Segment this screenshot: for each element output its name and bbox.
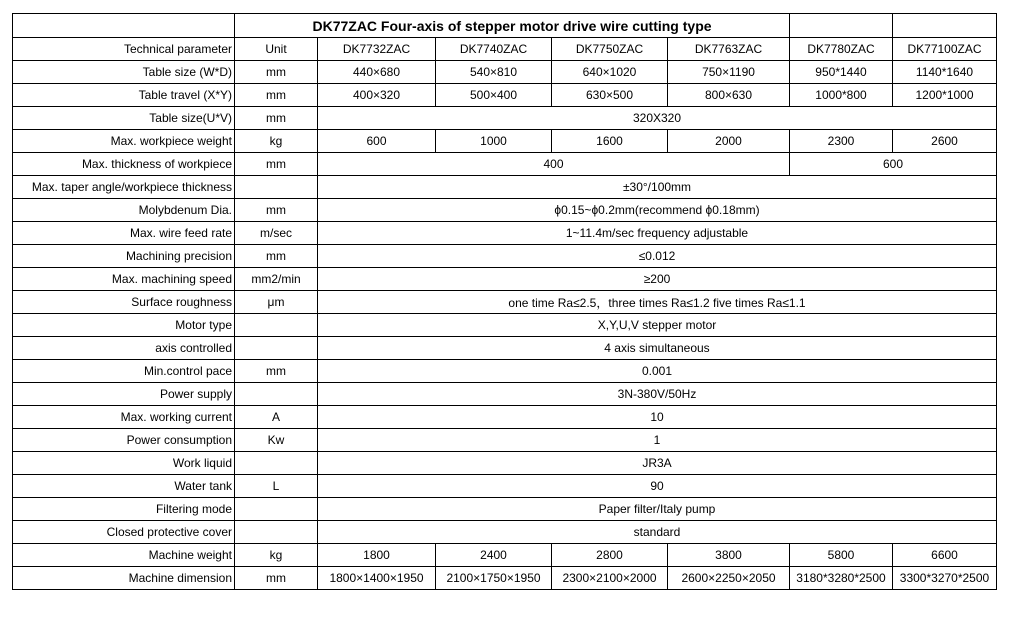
parameter-name: Filtering mode [13,498,235,521]
parameter-name: Max. machining speed [13,268,235,291]
value-cell: 1000 [436,130,552,153]
value-cell: 3N-380V/50Hz [318,383,997,406]
table-row [13,567,997,590]
parameter-name: Motor type [13,314,235,337]
value-cell: 1800 [318,544,436,567]
unit-cell [235,498,318,521]
parameter-name: Work liquid [13,452,235,475]
unit-cell: mm [235,245,318,268]
table-row [13,222,997,245]
title-spacer [13,14,235,38]
value-cell: ≤0.012 [318,245,997,268]
unit-cell: mm [235,567,318,590]
parameter-name: Machine weight [13,544,235,567]
parameter-name: Max. workpiece weight [13,130,235,153]
value-cell: 1800×1400×1950 [318,567,436,590]
unit-cell: mm [235,61,318,84]
value-cell: 640×1020 [552,61,668,84]
value-cell: 500×400 [436,84,552,107]
parameter-name: Max. working current [13,406,235,429]
value-cell: ≥200 [318,268,997,291]
table-row [13,291,997,314]
table-row [13,383,997,406]
parameter-name: Power consumption [13,429,235,452]
value-cell: 3180*3280*2500 [790,567,893,590]
unit-cell: m/sec [235,222,318,245]
header-cell: Unit [235,38,318,61]
value-cell: 950*1440 [790,61,893,84]
parameter-name: Closed protective cover [13,521,235,544]
value-cell: ϕ0.15~ϕ0.2mm(recommend ϕ0.18mm) [318,199,997,222]
parameter-name: Max. thickness of workpiece [13,153,235,176]
value-cell: 0.001 [318,360,997,383]
unit-cell [235,521,318,544]
header-cell: DK7763ZAC [668,38,790,61]
table-row [13,521,997,544]
header-cell: DK77100ZAC [893,38,997,61]
value-cell: 2400 [436,544,552,567]
header-cell: DK7732ZAC [318,38,436,61]
parameter-name: Machine dimension [13,567,235,590]
table-row [13,360,997,383]
table-row [13,452,997,475]
unit-cell: mm [235,107,318,130]
unit-cell: mm [235,199,318,222]
table-row [13,107,997,130]
table-row [13,498,997,521]
value-cell: 1 [318,429,997,452]
parameter-name: axis controlled [13,337,235,360]
title-empty-cell [893,14,997,38]
value-cell: 4 axis simultaneous [318,337,997,360]
value-cell: standard [318,521,997,544]
parameter-name: Table size(U*V) [13,107,235,130]
unit-cell [235,337,318,360]
value-cell: ±30°/100mm [318,176,997,199]
unit-cell: μm [235,291,318,314]
unit-cell: kg [235,544,318,567]
value-cell: 2600 [893,130,997,153]
table-row [13,268,997,291]
value-cell: 1000*800 [790,84,893,107]
value-cell: 1~11.4m/sec frequency adjustable [318,222,997,245]
table-title: DK77ZAC Four-axis of stepper motor drive wire cutting type [235,14,790,38]
value-cell: 750×1190 [668,61,790,84]
value-cell: Paper filter/Italy pump [318,498,997,521]
value-cell: 3800 [668,544,790,567]
value-cell: X,Y,U,V stepper motor [318,314,997,337]
parameter-name: Table size (W*D) [13,61,235,84]
unit-cell [235,314,318,337]
spec-table-body [13,14,997,590]
header-cell: DK7750ZAC [552,38,668,61]
value-cell: 10 [318,406,997,429]
title-empty-cell [790,14,893,38]
unit-cell [235,452,318,475]
unit-cell [235,383,318,406]
unit-cell: mm [235,84,318,107]
header-cell: DK7780ZAC [790,38,893,61]
parameter-name: Machining precision [13,245,235,268]
unit-cell [235,176,318,199]
table-row [13,130,997,153]
value-cell: 600 [790,153,997,176]
unit-cell: mm2/min [235,268,318,291]
parameter-name: Max. taper angle/workpiece thickness [13,176,235,199]
value-cell: 1140*1640 [893,61,997,84]
value-cell: 2600×2250×2050 [668,567,790,590]
value-cell: 2100×1750×1950 [436,567,552,590]
value-cell: 2000 [668,130,790,153]
parameter-name: Power supply [13,383,235,406]
table-row [13,61,997,84]
table-row [13,153,997,176]
value-cell: 400 [318,153,790,176]
spec-table [12,13,997,590]
value-cell: 540×810 [436,61,552,84]
parameter-name: Table travel (X*Y) [13,84,235,107]
value-cell: 2300×2100×2000 [552,567,668,590]
unit-cell: mm [235,360,318,383]
value-cell: 1600 [552,130,668,153]
value-cell: 2300 [790,130,893,153]
parameter-name: Min.control pace [13,360,235,383]
value-cell: 320X320 [318,107,997,130]
value-cell: 800×630 [668,84,790,107]
title-row [13,14,997,38]
value-cell: 400×320 [318,84,436,107]
unit-cell: kg [235,130,318,153]
value-cell: 1200*1000 [893,84,997,107]
table-row [13,475,997,498]
value-cell: 6600 [893,544,997,567]
table-row [13,337,997,360]
value-cell: 2800 [552,544,668,567]
parameter-name: Max. wire feed rate [13,222,235,245]
value-cell: 440×680 [318,61,436,84]
table-row [13,84,997,107]
table-row [13,245,997,268]
value-cell: 3300*3270*2500 [893,567,997,590]
table-row [13,429,997,452]
table-row [13,314,997,337]
table-row [13,199,997,222]
unit-cell: A [235,406,318,429]
value-cell: 630×500 [552,84,668,107]
parameter-name: Molybdenum Dia. [13,199,235,222]
header-cell: Technical parameter [13,38,235,61]
unit-cell: mm [235,153,318,176]
parameter-name: Surface roughness [13,291,235,314]
value-cell: one time Ra≤2.5，three times Ra≤1.2 five times Ra≤1.1 [318,291,997,314]
table-row [13,176,997,199]
unit-cell: L [235,475,318,498]
table-row [13,544,997,567]
header-cell: DK7740ZAC [436,38,552,61]
header-row [13,38,997,61]
value-cell: JR3A [318,452,997,475]
unit-cell: Kw [235,429,318,452]
value-cell: 5800 [790,544,893,567]
value-cell: 600 [318,130,436,153]
table-row [13,406,997,429]
value-cell: 90 [318,475,997,498]
parameter-name: Water tank [13,475,235,498]
